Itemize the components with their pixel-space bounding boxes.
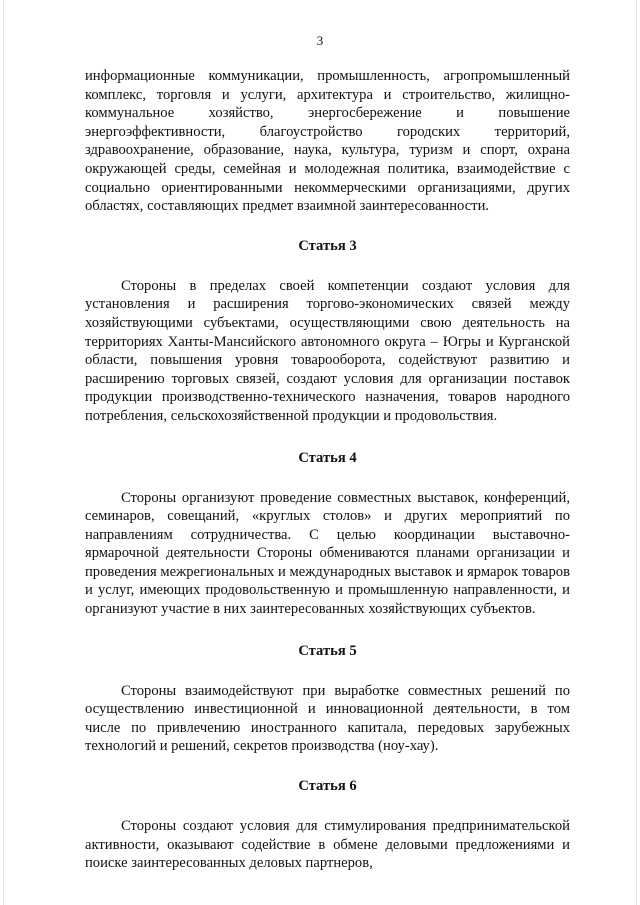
intro-paragraph: информационные коммуникации, промышленность, агропромышленный комплекс, торговля и услуги, архитектура и строительство, жилищно-коммунальное хозяйство, энергосбережение и повышение энергоэффективности, благоустройство городских территорий, здравоохранение, образование, наука, культура, туризм и спорт, охрана окружающей среды, семейная и молодежная политика, взаимодействие с социально ориентированными некоммерческими организациями, других областях, составляющих предмет взаимной заинтересованности. bbox=[85, 68, 570, 215]
scan-edge-left bbox=[3, 0, 4, 905]
article-5-text: Стороны взаимодействуют при выработке совместных решений по осуществлению инвестиционной и инновационной деятельности, в том числе по привлечению иностранного капитала, передовых зарубежных технологий и решений, секретов производства (ноу-хау). bbox=[85, 682, 570, 755]
scan-edge-right bbox=[636, 0, 637, 905]
article-4-text: Стороны организуют проведение совместных выставок, конференций, семинаров, совещаний, «круглых столов» и других мероприятий по направлениям сотрудничества. С целью координации выставочно-ярмарочной деятельности Стороны обмениваются планами организации и проведения межрегиональных и международных выставок и ярмарок товаров и услуг, имеющих продовольственную и промышленную направленности, и организуют участие в них заинтересованных хозяйствующих субъектов. bbox=[85, 489, 570, 618]
article-3-title: Статья 3 bbox=[298, 237, 357, 254]
article-3-text: Стороны в пределах своей компетенции создают условия для установления и расширения торгово-экономических связей между хозяйствующими субъектами, осуществляющими свою деятельность на территориях Ханты-Мансийского автономного округа – Югры и Курганской области, повышения уровня товарооборота, содействуют развитию и расширению торговых связей, создают условия для организации поставок продукции производственно-технического назначения, товаров народного потребления, сельскохозяйственной продукции и продовольствия. bbox=[85, 277, 570, 424]
article-6-title: Статья 6 bbox=[298, 778, 357, 795]
page-number: 3 bbox=[316, 33, 324, 48]
article-6-text: Стороны создают условия для стимулирования предпринимательской активности, оказывают содействие в обмене деловыми предложениями и поиске заинтересованных деловых партнеров, bbox=[85, 818, 570, 872]
document-body bbox=[85, 67, 570, 873]
article-5-title: Статья 5 bbox=[298, 642, 357, 659]
article-4-title: Статья 4 bbox=[298, 449, 357, 466]
